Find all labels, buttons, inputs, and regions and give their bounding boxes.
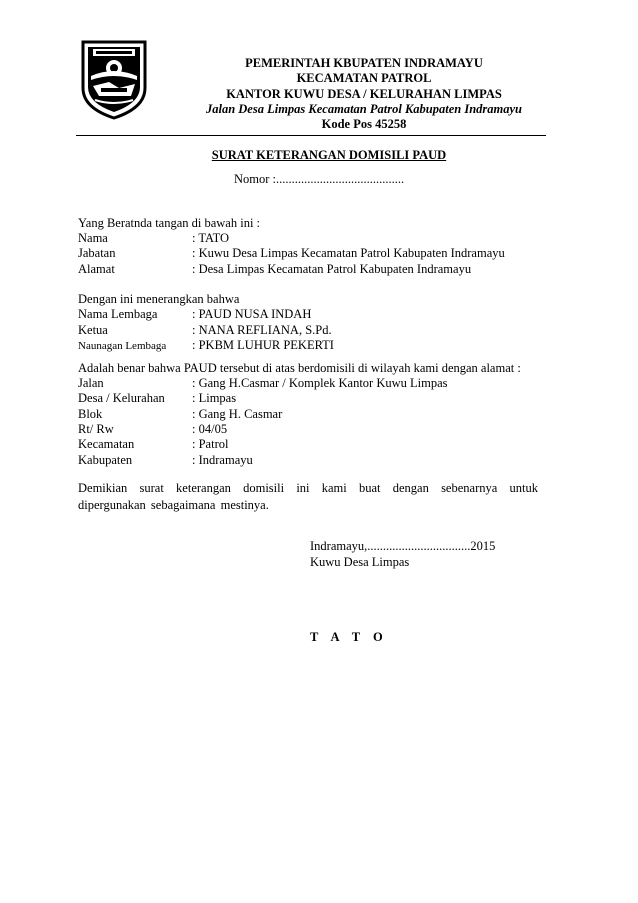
field-row: [78, 307, 311, 322]
field-row: [78, 262, 471, 277]
field-row: [78, 422, 227, 437]
field-value: : Patrol: [192, 437, 229, 451]
field-row: [78, 453, 253, 468]
field-label: Nama Lembaga: [78, 307, 158, 321]
field-label: Ketua: [78, 323, 108, 337]
letterhead-divider: [76, 135, 546, 136]
field-value: : PAUD NUSA INDAH: [192, 307, 312, 321]
document-title: SURAT KETERANGAN DOMISILI PAUD: [211, 148, 447, 162]
field-row: [78, 437, 228, 452]
letterhead-address: Jalan Desa Limpas Kecamatan Patrol Kabupaten Indramayu: [205, 102, 522, 116]
letterhead-government: PEMERINTAH KBUPATEN INDRAMAYU: [245, 56, 483, 70]
field-value: : Indramayu: [192, 453, 253, 467]
regency-emblem-icon: [79, 36, 149, 121]
address-intro: Adalah benar bahwa PAUD tersebut di atas berdomisili di wilayah kami dengan alamat :: [78, 361, 521, 375]
field-label: Kecamatan: [78, 437, 135, 451]
signatory-intro: Yang Beratnda tangan di bawah ini :: [78, 216, 261, 230]
field-value: : Gang H. Casmar: [192, 407, 283, 421]
field-value: : PKBM LUHUR PEKERTI: [192, 338, 334, 352]
field-label: Nama: [78, 231, 108, 245]
signature-place-date: Indramayu,.................................2015: [310, 539, 496, 553]
letterhead-district: KECAMATAN PATROL: [296, 71, 432, 85]
field-row: [78, 246, 505, 261]
field-label: Blok: [78, 407, 103, 421]
field-label: Rt/ Rw: [78, 422, 114, 436]
field-value: : Desa Limpas Kecamatan Patrol Kabupaten Indramayu: [192, 262, 472, 276]
field-label: Alamat: [78, 262, 115, 276]
field-row: [78, 323, 332, 338]
field-value: : Limpas: [192, 391, 237, 405]
field-value: : 04/05: [192, 422, 228, 436]
document-number: Nomor :.........................................: [234, 172, 405, 186]
field-label: Desa / Kelurahan: [78, 391, 165, 405]
field-row: [78, 391, 236, 406]
field-label: Naunagan Lembaga: [78, 340, 167, 352]
field-label: Jabatan: [78, 246, 116, 260]
field-label: Jalan: [78, 376, 104, 390]
field-row: [78, 376, 448, 391]
letterhead-postal-code: Kode Pos 45258: [321, 117, 407, 131]
closing-paragraph: Demikian surat keterangan domisili ini kami buat dengan sebenarnya untuk dipergunakan sebagaimana mestinya.: [78, 481, 538, 512]
field-value: : NANA REFLIANA, S.Pd.: [192, 323, 332, 337]
letterhead-office: KANTOR KUWU DESA / KELURAHAN LIMPAS: [226, 87, 502, 101]
institution-intro: Dengan ini menerangkan bahwa: [78, 292, 240, 306]
field-label: Kabupaten: [78, 453, 133, 467]
field-value: : TATO: [192, 231, 230, 245]
field-row: [78, 231, 229, 246]
field-value: : Kuwu Desa Limpas Kecamatan Patrol Kabupaten Indramayu: [192, 246, 505, 260]
field-row: [78, 407, 282, 422]
signer-name: T A T O: [310, 630, 388, 644]
field-value: : Gang H.Casmar / Komplek Kantor Kuwu Limpas: [192, 376, 448, 390]
field-row: [78, 338, 334, 354]
signature-position: Kuwu Desa Limpas: [310, 555, 410, 569]
